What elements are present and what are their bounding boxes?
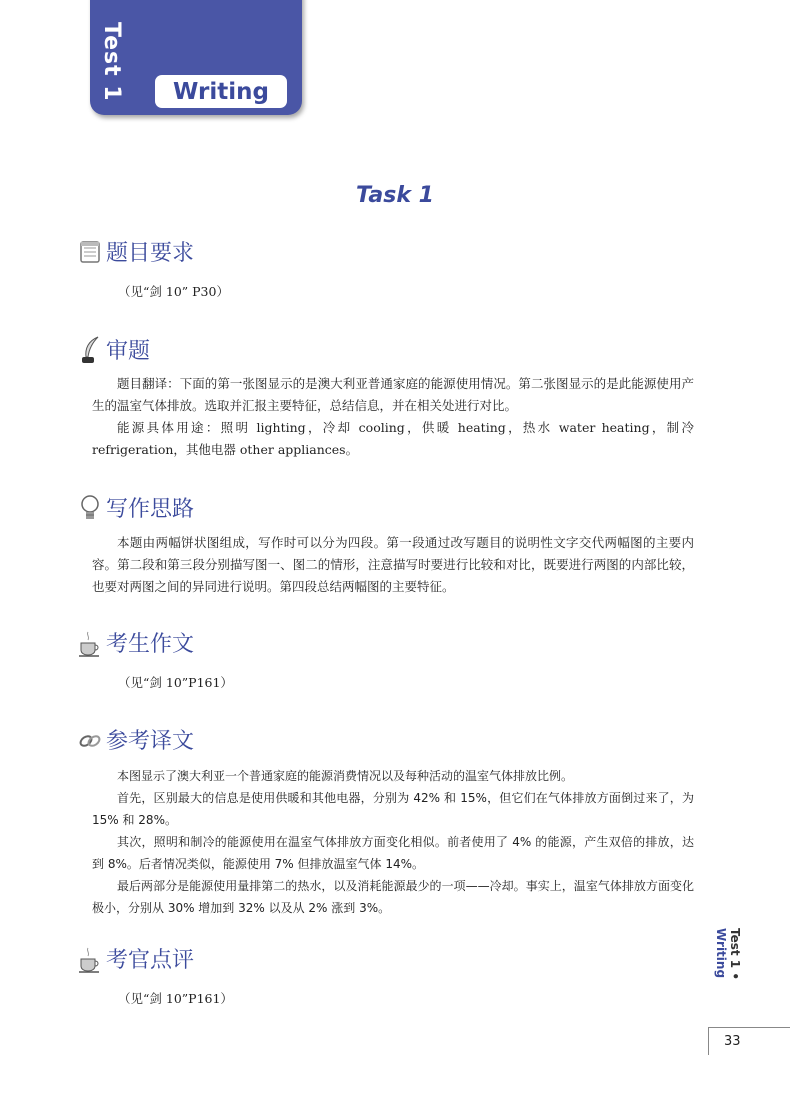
coffee-cup-icon [78,628,102,658]
quill-pen-icon [78,335,102,365]
heading-examiner [78,943,194,974]
divider [708,1027,790,1028]
approach-text [92,532,694,598]
heading-text: 考生作文 [106,632,195,657]
divider [708,1027,709,1055]
paragraph: 其次，照明和制冷的能源使用在温室气体排放方面变化相似。前者使用了 4% 的能源，产生双倍的排放，达到 8%。后者情况类似，能源使用 7% 但排放温室气体 14%。 [92,835,694,871]
heading-text: 考官点评 [106,948,195,973]
test-label: Test 1 [99,22,124,102]
analysis-text [92,373,694,461]
heading-text: 题目要求 [106,241,195,266]
side-tab-test: Test 1 [728,928,742,969]
side-tab-label [714,928,742,1028]
heading-text: 写作思路 [106,497,195,522]
paragraph: 本题由两幅饼状图组成，写作时可以分为四段。第一段通过改写题目的说明性文字交代两幅图的主要内容。第二段和第三段分别描写图一、图二的情形，注意描写时要进行比较和对比，既要进行两图的内部比较，也要对两图之间的异同进行说明。第四段总结两幅图的主要特征。 [92,535,694,594]
heading-text: 审题 [106,339,151,364]
paragraph: 首先，区别最大的信息是使用供暖和其他电器，分别为 42% 和 15%，但它们在气体排放方面倒过来了，为 15% 和 28%。 [92,791,694,827]
heading-student [78,627,194,658]
paragraph: 最后两部分是能源使用量排第二的热水，以及消耗能源最少的一项——冷却。事实上，温室气体排放方面变化极小，分别从 30% 增加到 32% 以及从 2% 涨到 3%。 [92,879,694,915]
side-tab-separator: • [728,968,742,980]
linked-chain-icon [78,725,102,755]
paragraph: 能源具体用途：照明 lighting，冷却 cooling，供暖 heating，热水 water heating，制冷 refrigeration，其他电器 other appliances。 [92,420,694,457]
heading-translation [78,724,194,755]
requirement-reference: （见“剑 10” P30） [118,284,229,299]
examiner-reference: （见“剑 10”P161） [118,991,233,1006]
paragraph: 题目翻译：下面的第一张图显示的是澳大利亚普通家庭的能源使用情况。第二张图显示的是此能源使用产生的温室气体排放。选取并汇报主要特征，总结信息，并在相关处进行对比。 [92,376,694,413]
student-reference: （见“剑 10”P161） [118,675,233,690]
page-number: 33 [724,1034,741,1049]
heading-requirement [78,236,194,267]
section-label: Writing [155,75,287,108]
heading-approach [78,492,194,523]
heading-text: 参考译文 [106,729,195,754]
heading-analysis [78,334,150,365]
coffee-cup-icon [78,944,102,974]
task-title: Task 1 [356,183,434,208]
side-tab-section: Writing [714,928,728,979]
lightbulb-icon [78,493,102,523]
paragraph: 本图显示了澳大利亚一个普通家庭的能源消费情况以及每种活动的温室气体排放比例。 [117,769,574,783]
notepad-icon [78,237,102,267]
translation-text [92,765,694,919]
